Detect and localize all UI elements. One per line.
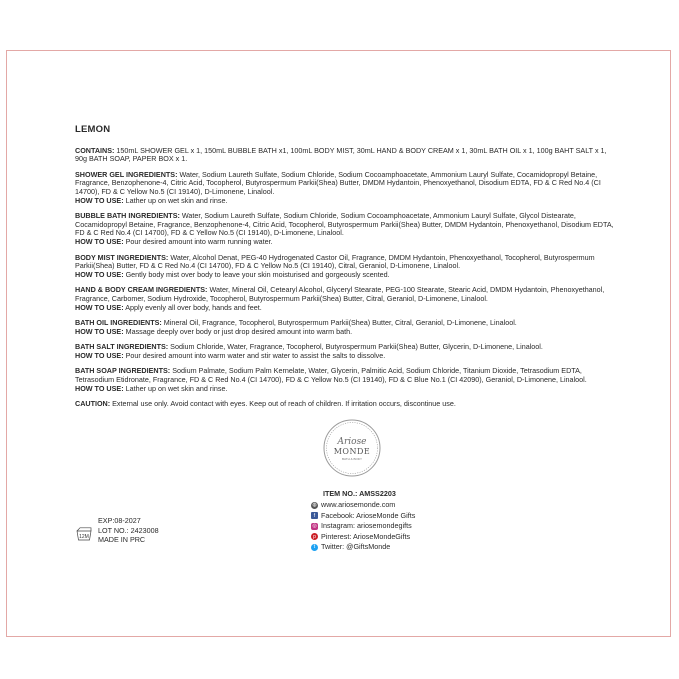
label-content [75, 126, 615, 416]
section-ingredients: Mineral Oil, Fragrance, Tocopherol, Butyrospermum Parkii(Shea) Butter, Citral, Geraniol, D-Limonene, Linalool. [163, 318, 517, 328]
howto-label: HOW TO USE: [75, 195, 124, 205]
section-label: HAND & BODY CREAM INGREDIENTS: [75, 285, 208, 295]
facebook-icon: f [311, 512, 318, 519]
pinterest-icon: p [311, 533, 318, 540]
open-jar-icon [76, 527, 92, 541]
caution-label: CAUTION: [75, 399, 111, 409]
howto-label: HOW TO USE: [75, 236, 124, 246]
howto-text: Pour desired amount into warm running water. [125, 236, 273, 246]
bubble-bath-section [75, 212, 615, 246]
twitter-text: Twitter: @GiftsMonde [321, 542, 391, 551]
section-ingredients: Water, Sodium Laureth Sulfate, Sodium Chloride, Sodium Cocoamphoacetate, Ammonium Lauryl Sulfate, Cocamidopropyl Betaine, Fragrance, Benzophenone-4, Citric Acid, Tocopherol, Butyrospermum Parkii(Shea) Butter, DMDM Hydantoin, Phenoxyethanol, Disodium EDTA, FD & C Red No.4 (CI 14700), FD & C Yellow No.5 (CI 19140), D-Limonene, Linalool. [75, 169, 601, 196]
twitter-row [311, 542, 415, 553]
facebook-text: Facebook: ArioseMonde Gifts [321, 510, 416, 520]
howto-text: Apply evenly all over body, hands and feet. [125, 302, 262, 312]
website-row [311, 500, 415, 511]
howto-text: Gently body mist over body to leave your skin moisturised and gorgeously scented. [125, 269, 390, 279]
batch-info [98, 516, 159, 545]
hand-body-cream-section [75, 286, 615, 312]
body-mist-section [75, 254, 615, 280]
section-ingredients: Sodium Palmate, Sodium Palm Kernelate, Water, Glycerin, Palmitic Acid, Sodium Chloride, Titanium Dioxide, Tetrasodium EDTA, Tetrasodium Etidronate, Fragrance, FD & C Red No.4 (CI 14700), FD & C Yellow No.5 (CI 19140), FD & C Blue No.1 (CI 42090), Geraniol, D-Limonene, Linalool. [75, 366, 587, 385]
instagram-icon: ◎ [312, 523, 317, 529]
expiry-date: EXP:08-2027 [98, 516, 141, 525]
lot-number: LOT NO.: 2423008 [98, 525, 159, 535]
section-ingredients: Water, Sodium Laureth Sulfate, Sodium Chloride, Sodium Cocoamphoacetate, Ammonium Lauryl Sulfate, Glycol Distearate, Cocamidopropyl Betaine, Fragrance, Benzophenone-4, Citric Acid, Tocopherol, Butyrospermum Parkii(Shea) Butter, DMDM Hydantoin, Phenoxyethanol, Disodium EDTA, FD & C Red No.4 (CI 14700), FD & C Yellow No.5 (CI 19140), D-Limonene, Linalool. [75, 211, 614, 238]
howto-label: HOW TO USE: [75, 350, 124, 360]
logo-tagline: BATH & BODY [342, 457, 362, 461]
bath-salt-section [75, 343, 615, 360]
shower-gel-section [75, 171, 615, 205]
instagram-row [311, 521, 415, 532]
pinterest-text: Pinterest: ArioseMondeGifts [321, 531, 411, 541]
howto-label: HOW TO USE: [75, 326, 124, 336]
section-ingredients: Sodium Chloride, Water, Fragrance, Tocopherol, Butyrospermum Parkii(Shea) Butter, Glycerin, D-Limonene, Linalool. [170, 342, 543, 352]
section-label: BODY MIST INGREDIENTS: [75, 252, 169, 262]
item-number: ITEM NO.: AMSS2203 [323, 489, 396, 498]
howto-label: HOW TO USE: [75, 302, 124, 312]
website-text: www.ariosemonde.com [321, 500, 396, 509]
logo-script: Ariose [337, 437, 367, 447]
origin-text: MADE IN PRC [98, 535, 146, 544]
product-title: LEMON [75, 124, 111, 135]
contains-paragraph [75, 147, 615, 164]
howto-label: HOW TO USE: [75, 269, 124, 279]
howto-text: Massage deeply over body or just drop desired amount into warm bath. [125, 326, 353, 336]
brand-logo [322, 418, 382, 478]
howto-text: Lather up on wet skin and rinse. [125, 195, 228, 205]
bath-soap-section [75, 367, 615, 393]
section-label: SHOWER GEL INGREDIENTS: [75, 169, 178, 179]
contains-label: CONTAINS: [75, 145, 115, 155]
globe-icon: ◍ [312, 502, 317, 508]
instagram-text: Instagram: ariosemondegifts [321, 521, 412, 530]
section-label: BATH SALT INGREDIENTS: [75, 342, 169, 352]
social-links [311, 500, 415, 553]
section-label: BATH SOAP INGREDIENTS: [75, 366, 171, 376]
twitter-icon: t [311, 544, 318, 551]
pinterest-row [311, 532, 415, 543]
howto-label: HOW TO USE: [75, 383, 124, 393]
section-label: BATH OIL INGREDIENTS: [75, 318, 162, 328]
howto-text: Lather up on wet skin and rinse. [125, 383, 228, 393]
pao-label: 12M [79, 534, 89, 540]
section-ingredients: Water, Mineral Oil, Cetearyl Alcohol, Glyceryl Stearate, PEG-100 Stearate, Stearic Acid, DMDM Hydantoin, Phenoxyethanol, Fragrance, Carbomer, Sodium Hydroxide, Tocopherol, Butyrospermum Parkii(Shea) Butter, Citral, Geraniol, D-Limonene, Linalool. [75, 285, 605, 303]
logo-wordmark: MONDE [333, 447, 371, 456]
bath-oil-section [75, 319, 615, 336]
facebook-row [311, 511, 415, 522]
caution-paragraph [75, 400, 615, 409]
caution-text: External use only. Avoid contact with eyes. Keep out of reach of children. If irritation occurs, discontinue use. [112, 399, 456, 409]
section-label: BUBBLE BATH INGREDIENTS: [75, 211, 180, 221]
contains-text: 150mL SHOWER GEL x 1, 150mL BUBBLE BATH x1, 100mL BODY MIST, 30mL HAND & BODY CREAM x 1, 30mL BATH OIL x 1, 100g BAHT SALT x 1, 90g BATH SOAP, PAPER BOX x 1. [75, 145, 607, 164]
section-ingredients: Water, Alcohol Denat, PEG-40 Hydrogenated Castor Oil, Fragrance, DMDM Hydantoin, Phenoxyethanol, Tocopherol, Butyrospermum Parkii(Shea) Butter, FD & C Red No.4 (CI 14700), FD & C Yellow No.5 (CI 19140), Citral, Geraniol, D-Limonene, Linalool. [75, 252, 595, 271]
howto-text: Pour desired amount into warm water and stir water to assist the salts to dissolve. [125, 350, 386, 360]
